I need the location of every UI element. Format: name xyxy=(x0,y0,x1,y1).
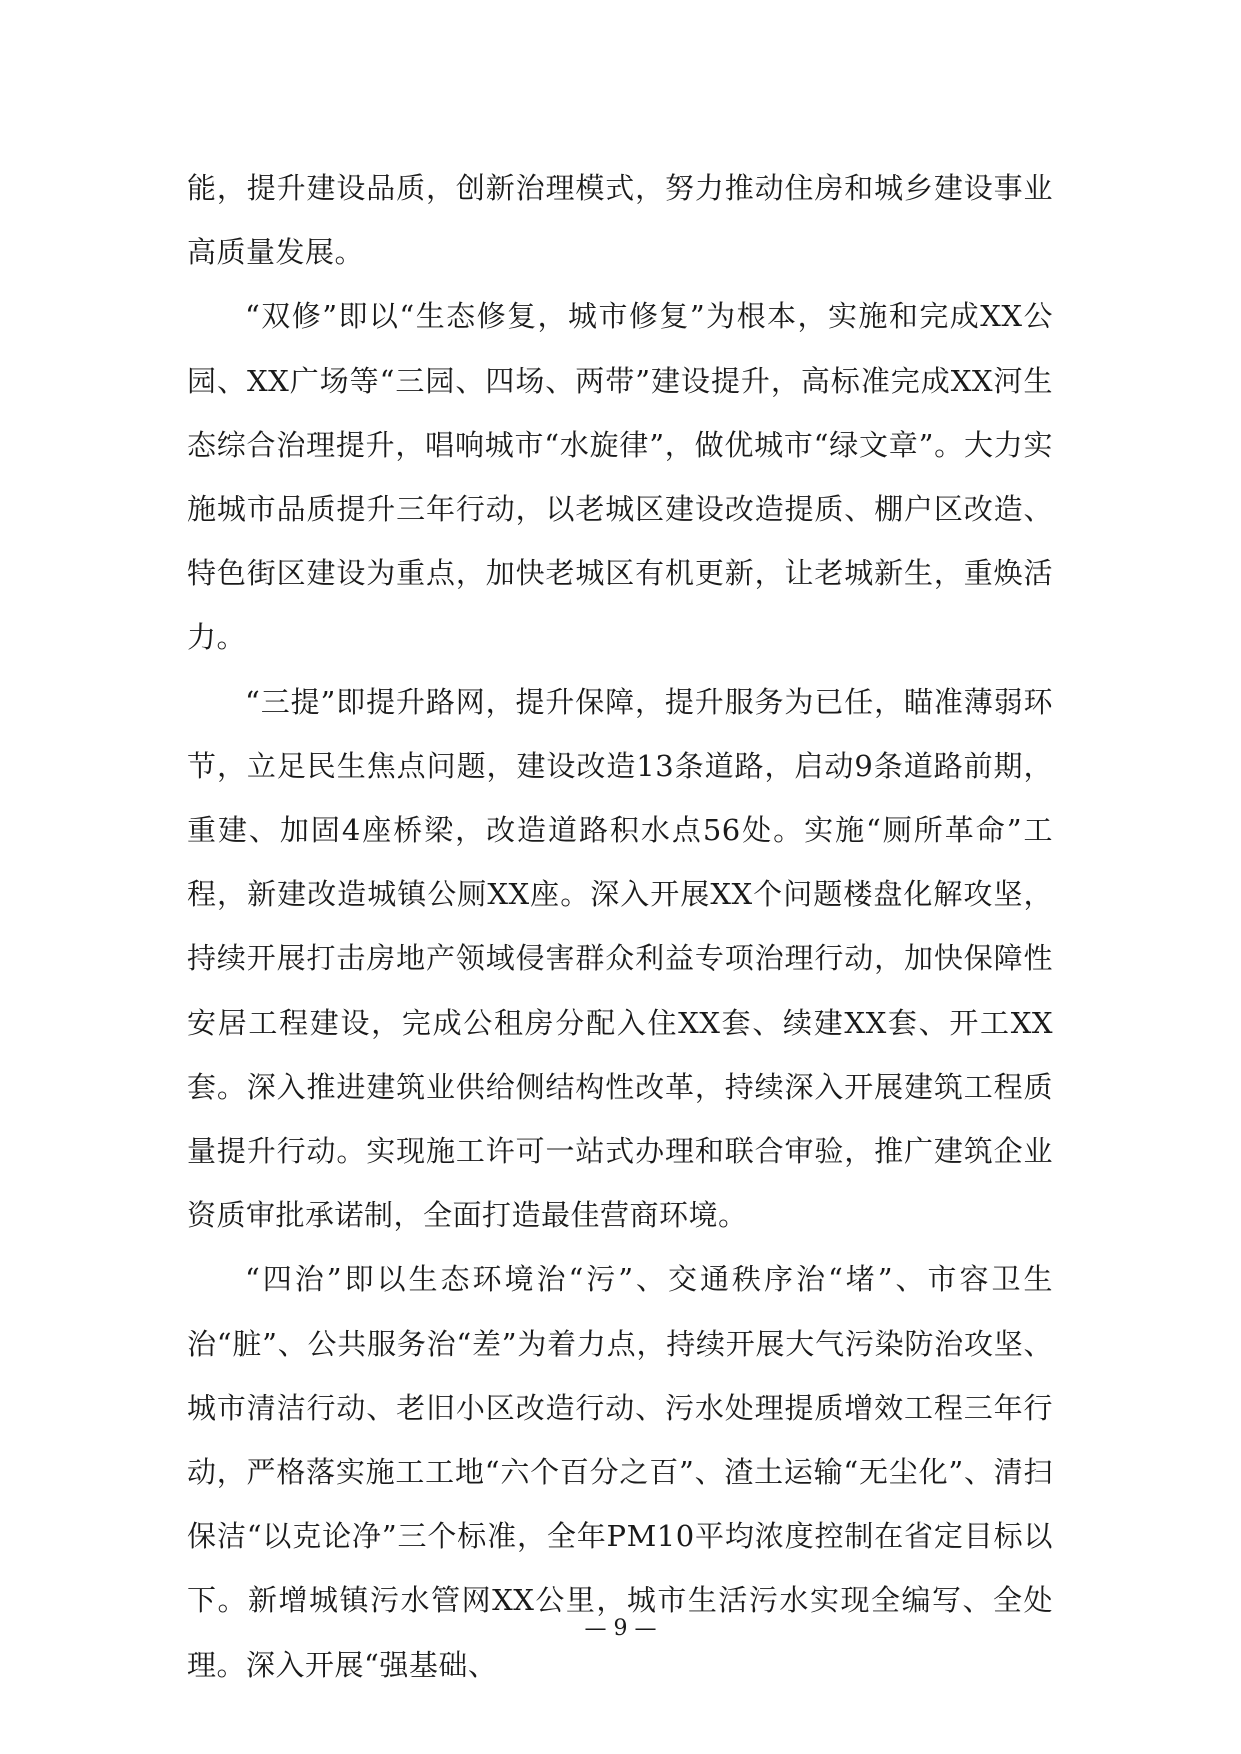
paragraph-sizhi: “四治”即以生态环境治“污”、交通秩序治“堵”、市容卫生治“脏”、公共服务治“差”为着力点，持续开展大气污染防治攻坚、城市清洁行动、老旧小区改造行动、污水处理提质增效工程三年行动，严格落实施工工地“六个百分之百”、渣土运输“无尘化”、清扫保洁“以克论净”三个标准，全年PM10平均浓度控制在省定目标以下。新增城镇污水管网XX公里，城市生活污水实现全编写、全处理。深入开展“强基础、 xyxy=(187,1262,1053,1682)
paragraph-santi: “三提”即提升路网，提升保障，提升服务为已任，瞄准薄弱环节，立足民生焦点问题，建设改造13条道路，启动9条道路前期，重建、加固4座桥梁，改造道路积水点56处。实施“厕所革命”工程，新建改造城镇公厕XX座。深入开展XX个问题楼盘化解攻坚，持续开展打击房地产领域侵害群众利益专项治理行动，加快保障性安居工程建设，完成公租房分配入住XX套、续建XX套、开工XX套。深入推进建筑业供给侧结构性改革，持续深入开展建筑工程质量提升行动。实现施工许可一站式办理和联合审验，推广建筑企业资质审批承诺制，全面打造最佳营商环境。 xyxy=(187,684,1053,1233)
paragraph-continuation: 能，提升建设品质，创新治理模式，努力推动住房和城乡建设事业高质量发展。 xyxy=(187,171,1053,270)
paragraph-shuangxiu: “双修”即以“生态修复，城市修复”为根本，实施和完成XX公园、XX广场等“三园、四场、两带”建设提升，高标准完成XX河生态综合治理提升，唱响城市“水旋律”，做优城市“绿文章”。大力实施城市品质提升三年行动，以老城区建设改造提质、棚户区改造、特色街区建设为重点，加快老城区有机更新，让老城新生，重焕活力。 xyxy=(187,299,1053,655)
document-body xyxy=(187,156,1053,1697)
page-number: — 9 — xyxy=(584,1616,657,1641)
